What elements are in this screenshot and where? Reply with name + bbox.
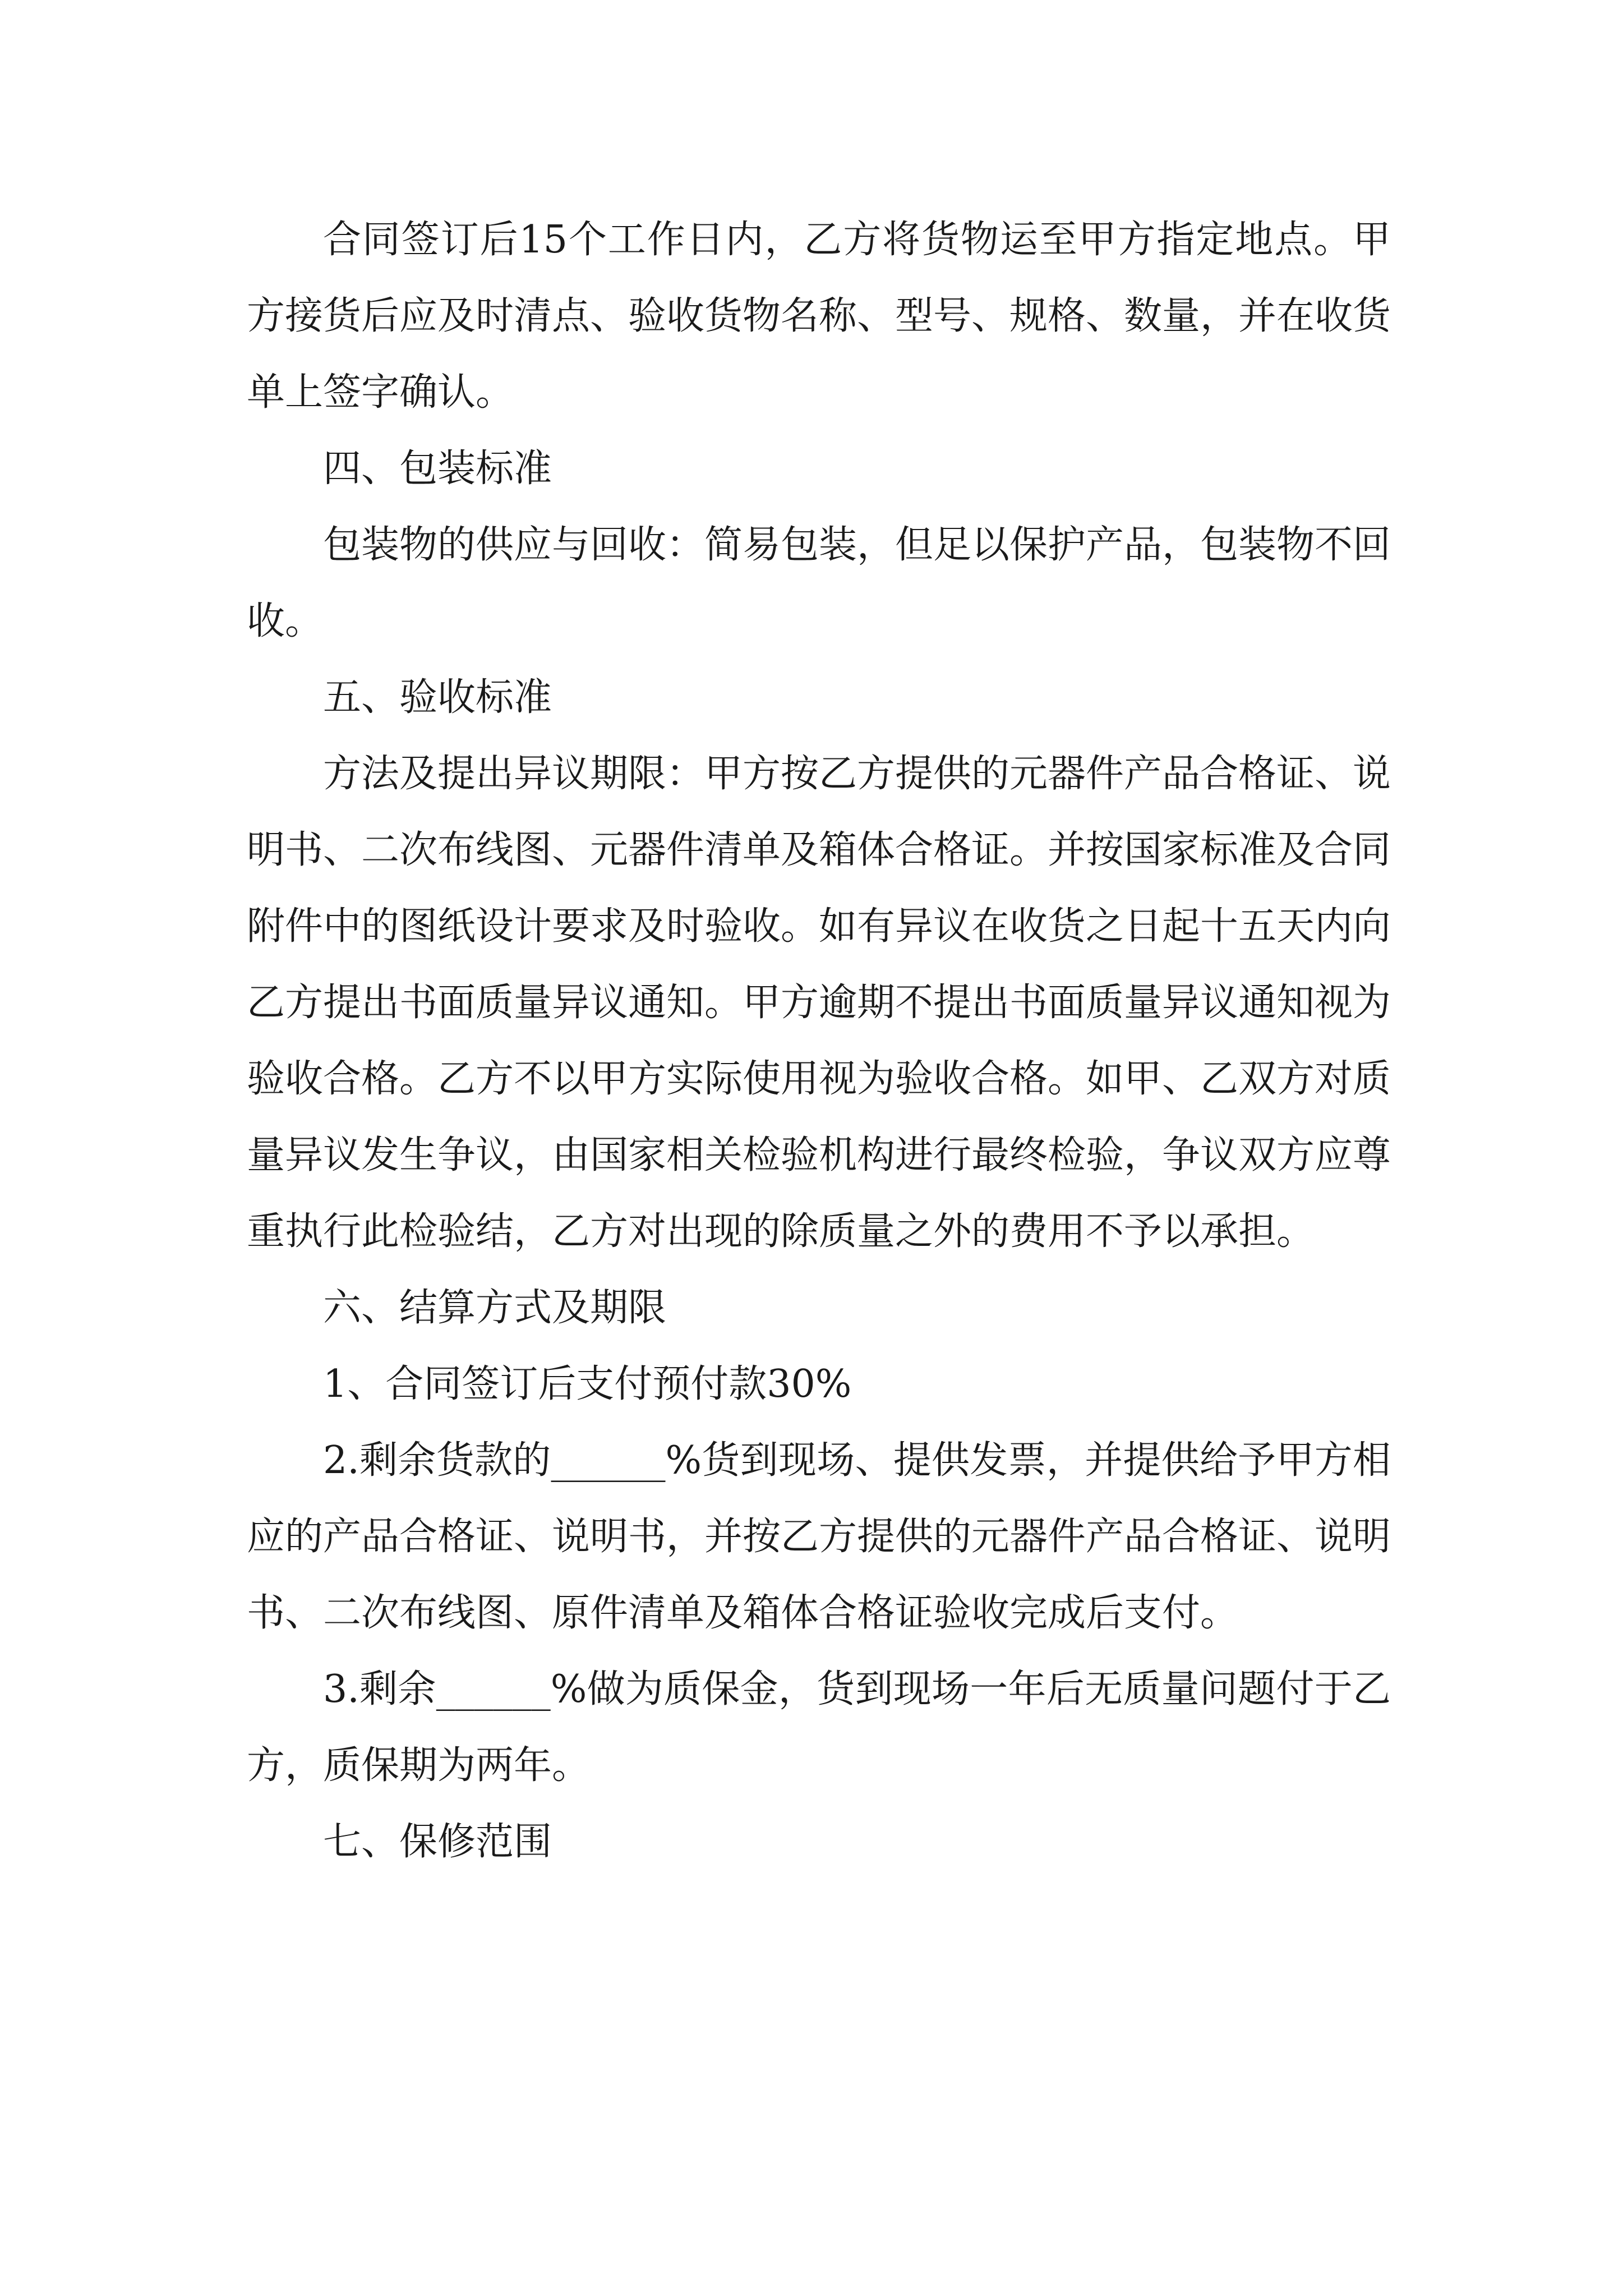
paragraph-settlement-2: 2.剩余货款的______%货到现场、提供发票，并提供给予甲方相应的产品合格证、说明书，并按乙方提供的元器件产品合格证、说明书、二次布线图、原件清单及箱体合格证验收完成后支付。 — [247, 1438, 1391, 1635]
paragraph-acceptance: 方法及提出异议期限：甲方按乙方提供的元器件产品合格证、说明书、二次布线图、元器件清单及箱体合格证。并按国家标准及合同附件中的图纸设计要求及时验收。如有异议在收货之日起十五天内向乙方提出书面质量异议通知。甲方逾期不提出书面质量异议通知视为验收合格。乙方不以甲方实际使用视为验收合格。如甲、乙双方对质量异议发生争议，由国家相关检验机构进行最终检验，争议双方应尊重执行此检验结，乙方对出现的除质量之外的费用不予以承担。 — [247, 752, 1391, 1254]
document-body — [247, 202, 1391, 1880]
paragraph-settlement-1: 1、合同签订后支付预付款30% — [323, 1362, 852, 1406]
paragraph-delivery: 合同签订后15个工作日内，乙方将货物运至甲方指定地点。甲方接货后应及时清点、验收货物名称、型号、规格、数量，并在收货单上签字确认。 — [247, 218, 1391, 415]
heading-settlement: 六、结算方式及期限 — [323, 1286, 667, 1330]
heading-warranty-scope: 七、保修范围 — [323, 1820, 552, 1864]
paragraph-packaging: 包装物的供应与回收：简易包装，但足以保护产品，包装物不回收。 — [247, 523, 1391, 643]
paragraph-settlement-3: 3.剩余______%做为质保金，货到现场一年后无质量问题付于乙方，质保期为两年。 — [247, 1667, 1391, 1788]
heading-packaging-standard: 四、包装标准 — [323, 447, 552, 491]
heading-acceptance-standard: 五、验收标准 — [323, 675, 552, 720]
